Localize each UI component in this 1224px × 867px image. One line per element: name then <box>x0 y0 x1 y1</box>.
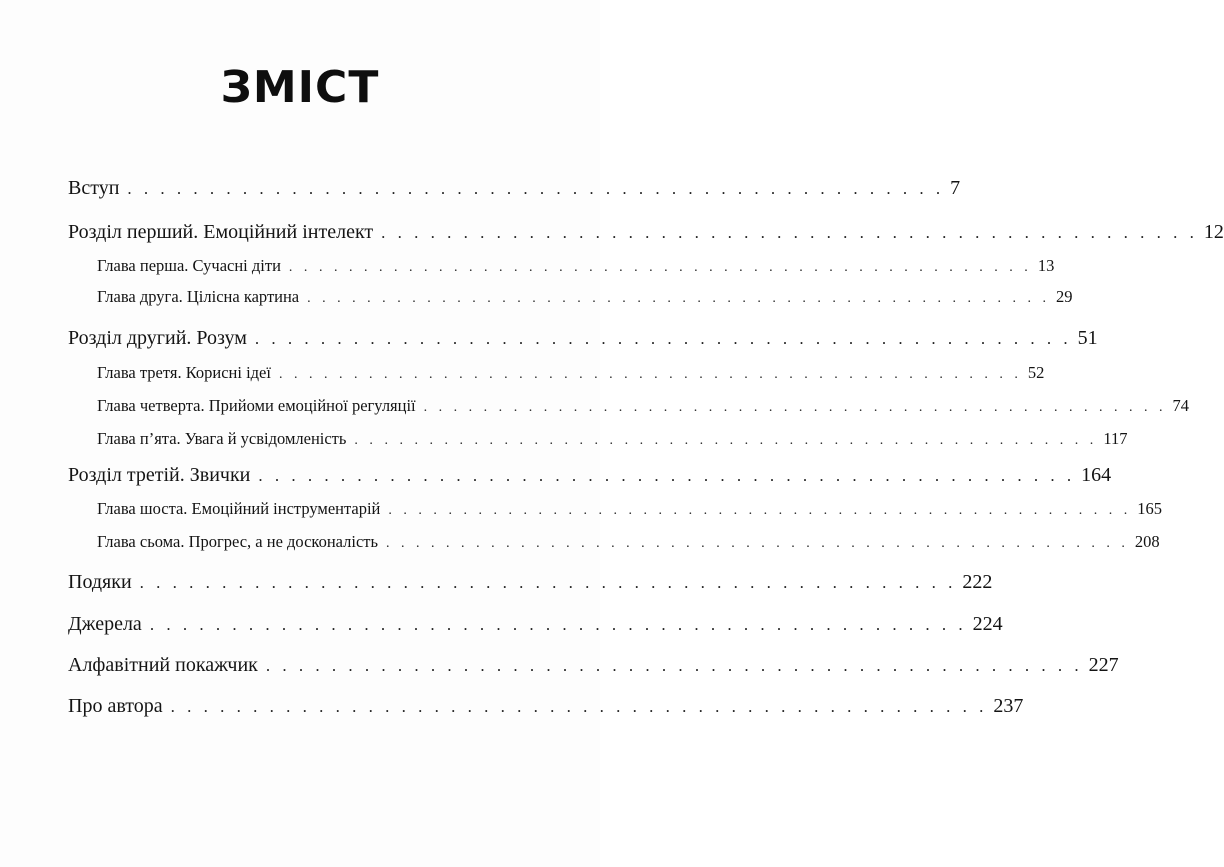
toc-entry-label: Алфавітний покажчик <box>68 654 258 676</box>
toc-entry-label: Розділ перший. Емоційний інтелект <box>68 221 374 243</box>
toc-entry-page: 227 <box>1088 654 1119 676</box>
toc-entry-label: Глава третя. Корисні ідеї <box>97 363 271 382</box>
toc-entry-page: 52 <box>1027 363 1045 382</box>
toc-entry-chapter-4 <box>97 396 1190 416</box>
toc-entry-part-1 <box>68 221 1224 244</box>
toc-entry-page: 164 <box>1081 464 1112 486</box>
toc-entry-intro <box>68 177 961 200</box>
toc-entry-label: Глава шоста. Емоційний інструментарій <box>97 499 381 518</box>
toc-entry-sources <box>68 613 1003 636</box>
dot-leader: . . . . . . . . . . . . . . . . . . . . . . . . . . . . . . . . . . . . . . . . . . . . . . . . . . <box>354 433 1098 448</box>
toc-entry-page: 117 <box>1103 429 1128 448</box>
toc-entry-page: 13 <box>1037 256 1055 275</box>
toc-entry-page: 222 <box>962 571 993 593</box>
toc-entry-label: Розділ другий. Розум <box>68 327 247 349</box>
toc-entry-label: Розділ третій. Звички <box>68 464 251 486</box>
dot-leader: . . . . . . . . . . . . . . . . . . . . . . . . . . . . . . . . . . . . . . . . . . . . . . . . . . <box>254 329 1072 348</box>
toc-entry-page: 29 <box>1056 287 1073 306</box>
toc-entry-label: Глава п’ята. Увага й усвідомленість <box>97 429 347 448</box>
toc-entry-chapter-6 <box>97 499 1163 519</box>
toc-entry-label: Глава друга. Цілісна картина <box>97 287 300 306</box>
page-title: ЗМІСТ <box>220 62 380 113</box>
toc-entry-label: Подяки <box>68 571 132 593</box>
toc-entry-chapter-3 <box>97 363 1045 383</box>
dot-leader: . . . . . . . . . . . . . . . . . . . . . . . . . . . . . . . . . . . . . . . . . . . . . . . . . . <box>307 291 1051 306</box>
toc-entry-label: Вступ <box>68 177 120 199</box>
toc-entry-label: Глава сьома. Прогрес, а не досконалість <box>97 532 379 551</box>
dot-leader: . . . . . . . . . . . . . . . . . . . . . . . . . . . . . . . . . . . . . . . . . . . . . . . . . . <box>388 503 1132 518</box>
toc-entry-page: 165 <box>1137 499 1163 518</box>
toc-entry-page: 208 <box>1134 532 1160 551</box>
toc-entry-about-author <box>68 695 1024 718</box>
toc-entry-label: Джерела <box>68 613 142 635</box>
dot-leader: . . . . . . . . . . . . . . . . . . . . . . . . . . . . . . . . . . . . . . . . . . . . . . . . . . <box>381 223 1198 242</box>
dot-leader: . . . . . . . . . . . . . . . . . . . . . . . . . . . . . . . . . . . . . . . . . . . . . . . . . . <box>139 573 957 592</box>
dot-leader: . . . . . . . . . . . . . . . . . . . . . . . . . . . . . . . . . . . . . . . . . . . . . . . . . . <box>386 536 1129 551</box>
toc-entry-label: Про автора <box>68 695 163 717</box>
toc-entry-label: Глава четверта. Прийоми емоційної регуляції <box>97 396 416 415</box>
dot-leader: . . . . . . . . . . . . . . . . . . . . . . . . . . . . . . . . . . . . . . . . . . . . . . . . . . <box>170 697 988 716</box>
toc-entry-page: 237 <box>993 695 1024 717</box>
dot-leader: . . . . . . . . . . . . . . . . . . . . . . . . . . . . . . . . . . . . . . . . . . . . . . . . . . <box>149 615 967 634</box>
toc-entry-part-3 <box>68 464 1112 487</box>
toc-entry-index <box>68 654 1119 677</box>
toc-entry-part-2 <box>68 327 1098 350</box>
dot-leader: . . . . . . . . . . . . . . . . . . . . . . . . . . . . . . . . . . . . . . . . . . . . . . . . . . <box>288 260 1032 275</box>
toc-entry-acknowledgements <box>68 571 993 594</box>
toc-entry-page: 224 <box>972 613 1003 635</box>
toc-entry-chapter-7 <box>97 532 1160 552</box>
dot-leader: . . . . . . . . . . . . . . . . . . . . . . . . . . . . . . . . . . . . . . . . . . . . . . . . . . <box>265 656 1083 675</box>
dot-leader: . . . . . . . . . . . . . . . . . . . . . . . . . . . . . . . . . . . . . . . . . . . . . . . . . . <box>127 179 945 198</box>
toc-entry-label: Глава перша. Сучасні діти <box>97 256 281 275</box>
dot-leader: . . . . . . . . . . . . . . . . . . . . . . . . . . . . . . . . . . . . . . . . . . . . . . . . . . <box>423 400 1167 415</box>
toc-entry-page: 51 <box>1077 327 1098 349</box>
toc-entry-chapter-1 <box>97 256 1055 276</box>
toc-entry-page: 7 <box>950 177 961 199</box>
toc-entry-chapter-5 <box>97 429 1128 449</box>
dot-leader: . . . . . . . . . . . . . . . . . . . . . . . . . . . . . . . . . . . . . . . . . . . . . . . . . . <box>258 466 1076 485</box>
toc-entry-chapter-2 <box>97 287 1073 307</box>
toc-entry-page: 12 <box>1203 221 1224 243</box>
toc-entry-page: 74 <box>1172 396 1190 415</box>
dot-leader: . . . . . . . . . . . . . . . . . . . . . . . . . . . . . . . . . . . . . . . . . . . . . . . . . . <box>278 367 1022 382</box>
